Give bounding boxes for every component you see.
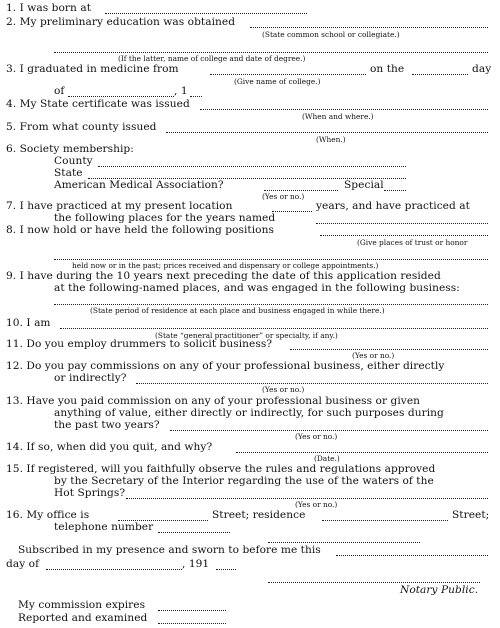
item-16-residence-blank[interactable] xyxy=(322,520,448,521)
item-3-month-blank[interactable] xyxy=(68,96,174,97)
item-7-line2: the following places for the years named xyxy=(54,212,276,224)
item-3-of: of xyxy=(54,85,65,97)
item-9-hint: (State period of residence at each place and business engaged in while there.) xyxy=(90,306,385,315)
item-4-hint: (When and where.) xyxy=(302,112,374,121)
item-11-label: 11. Do you employ drummers to solicit business? xyxy=(6,338,273,350)
item-16-label: 16. My office is xyxy=(6,509,90,521)
item-12-line1: 12. Do you pay commissions on any of your professional business, either directly xyxy=(6,360,445,372)
item-6-special-blank[interactable] xyxy=(384,190,406,191)
day-of-label: day of xyxy=(6,558,40,570)
item-8-blank[interactable] xyxy=(320,235,488,236)
item-1-label: 1. I was born at xyxy=(6,2,92,14)
item-2-label: 2. My preliminary education was obtained xyxy=(6,16,236,28)
item-3-day-blank[interactable] xyxy=(412,74,468,75)
signature-line[interactable] xyxy=(268,542,420,543)
item-3-day: day xyxy=(472,63,492,75)
item-6-county: County xyxy=(54,155,93,167)
item-8-label: 8. I now hold or have held the following positions xyxy=(6,224,274,236)
item-4-blank[interactable] xyxy=(200,109,488,110)
year-blank[interactable] xyxy=(216,569,236,570)
item-5-blank[interactable] xyxy=(166,132,488,133)
item-4-label: 4. My State certificate was issued xyxy=(6,98,190,110)
item-14-blank[interactable] xyxy=(236,452,488,453)
item-8-hint-2: held now or in the past; prices received and dispensary or college appointments.) xyxy=(72,261,379,270)
item-8-blank-2[interactable] xyxy=(54,259,488,260)
item-13-blank[interactable] xyxy=(170,430,488,431)
item-9-line2: at the following-named places, and was engaged in the following business: xyxy=(54,282,460,294)
item-2-blank-2[interactable] xyxy=(54,52,488,53)
subscribed-day-blank[interactable] xyxy=(336,555,488,556)
item-2-blank[interactable] xyxy=(250,27,488,28)
reported-blank[interactable] xyxy=(158,623,226,624)
item-2-hint: (State common school or collegiate.) xyxy=(262,30,400,39)
item-3-on-the: on the xyxy=(370,63,405,75)
item-16-phone: telephone number xyxy=(54,521,154,533)
item-9-line1: 9. I have during the 10 years next preceding the date of this application resided xyxy=(6,270,441,282)
item-16-street-residence: Street; residence xyxy=(212,509,306,521)
item-3-year-blank[interactable] xyxy=(190,96,202,97)
item-12-hint: (Yes or no.) xyxy=(262,385,305,394)
item-6-special: Special xyxy=(344,179,384,191)
item-6-label: 6. Society membership: xyxy=(6,143,134,155)
item-16-phone-blank[interactable] xyxy=(158,532,230,533)
item-6-county-blank[interactable] xyxy=(98,166,406,167)
item-3-hint: (Give name of college.) xyxy=(234,77,321,86)
item-14-hint: (Date.) xyxy=(314,454,340,463)
item-8-hint: (Give places of trust or honor xyxy=(357,238,468,247)
item-7-cont: years, and have practiced at xyxy=(316,200,470,212)
notary-public-label: Notary Public. xyxy=(400,584,479,596)
item-13-line3: the past two years? xyxy=(54,419,160,431)
item-12-blank[interactable] xyxy=(136,383,488,384)
item-1-blank[interactable] xyxy=(105,13,307,14)
item-12-line2: or indirectly? xyxy=(54,372,127,384)
notary-signature-line[interactable] xyxy=(268,582,480,583)
item-15-hint: (Yes or no.) xyxy=(295,500,338,509)
commission-blank[interactable] xyxy=(158,610,226,611)
item-3-college-blank[interactable] xyxy=(210,74,366,75)
item-2-hint-2: (If the latter, name of college and date of degree.) xyxy=(118,54,306,63)
item-6-ama: American Medical Association? xyxy=(54,179,224,191)
item-15-blank[interactable] xyxy=(126,498,488,499)
item-6-state: State xyxy=(54,167,83,179)
item-5-hint: (When.) xyxy=(316,135,346,144)
item-9-blank[interactable] xyxy=(54,304,488,305)
item-13-hint: (Yes or no.) xyxy=(295,432,338,441)
item-14-label: 14. If so, when did you quit, and why? xyxy=(6,441,213,453)
subscribed-text: Subscribed in my presence and sworn to before me this xyxy=(18,544,321,556)
item-3-label: 3. I graduated in medicine from xyxy=(6,63,179,75)
item-10-label: 10. I am xyxy=(6,317,51,329)
item-16-street-end: Street; xyxy=(452,509,490,521)
item-13-line1: 13. Have you paid commission on any of your professional business or given xyxy=(6,395,421,407)
item-6-ama-blank[interactable] xyxy=(264,190,338,191)
day-of-blank[interactable] xyxy=(46,569,182,570)
item-6-hint: (Yes or no.) xyxy=(262,192,305,201)
item-3-year-sep: , 1 xyxy=(174,85,188,97)
item-7-places-blank[interactable] xyxy=(316,223,488,224)
item-7-label: 7. I have practiced at my present location xyxy=(6,200,233,212)
reported-label: Reported and examined xyxy=(18,612,148,624)
item-10-hint: (State “general practitioner” or specialty, if any.) xyxy=(155,331,338,340)
item-13-line2: anything of value, either directly or indirectly, for such purposes during xyxy=(54,407,444,419)
item-7-years-blank[interactable] xyxy=(272,211,312,212)
item-11-blank[interactable] xyxy=(290,349,488,350)
item-10-blank[interactable] xyxy=(60,328,488,329)
item-15-line3: Hot Springs? xyxy=(54,487,126,499)
item-15-line1: 15. If registered, will you faithfully observe the rules and regulations approved xyxy=(6,463,436,475)
item-15-line2: by the Secretary of the Interior regarding the use of the waters of the xyxy=(54,475,434,487)
commission-label: My commission expires xyxy=(18,599,146,611)
item-5-label: 5. From what county issued xyxy=(6,121,157,133)
item-11-hint: (Yes or no.) xyxy=(352,351,395,360)
year-label: , 191 xyxy=(182,558,210,570)
